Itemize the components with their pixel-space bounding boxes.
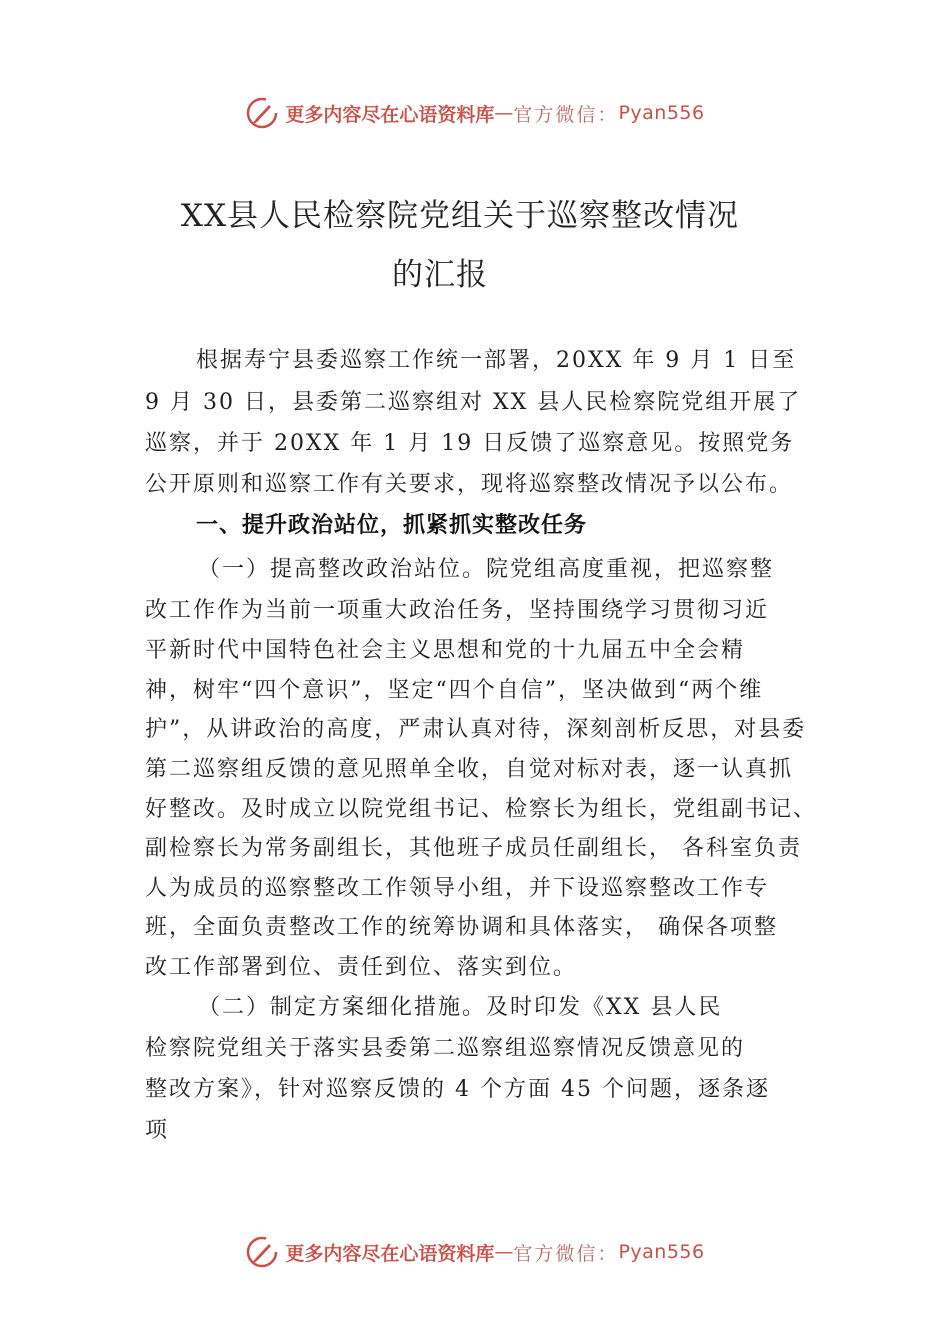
body-line: （二）制定方案细化措施。及时印发《XX 县人民 <box>198 995 723 1020</box>
watermark-dash: — <box>494 1241 514 1263</box>
body-line: 公开原则和巡察工作有关要求，现将巡察整改情况予以公布。 <box>145 472 794 497</box>
body-line: 检察院党组关于落实县委第二巡察组巡察情况反馈意见的 <box>145 1036 746 1061</box>
body-line: 副检察长为常务副组长，其他班子成员任副组长， 各科室负责 <box>145 836 802 861</box>
document-title-line-1: XX县人民检察院党组关于巡察整改情况 <box>180 198 740 234</box>
watermark-handle: Pyan556 <box>618 1241 705 1263</box>
body-line: 改工作部署到位、责任到位、落实到位。 <box>145 955 578 980</box>
body-line: 巡察，并于 20XX 年 1 月 19 日反馈了巡察意见。按照党务 <box>145 431 795 456</box>
body-line: 好整改。及时成立以院党组书记、检察长为组长，党组副书记、 <box>145 797 818 822</box>
body-line: 护”，从讲政治的高度，严肃认真对待，深刻剖析反思，对县委 <box>145 717 807 742</box>
body-line: 班，全面负责整改工作的统筹协调和具体落实， 确保各项整 <box>145 915 778 940</box>
body-line: 神，树牢“四个意识”，坚定“四个自信”，坚决做到“两个维 <box>145 678 764 703</box>
body-line: 第二巡察组反馈的意见照单全收，自觉对标对表，逐一认真抓 <box>145 757 794 782</box>
watermark-header <box>0 93 950 133</box>
body-line: 平新时代中国特色社会主义思想和党的十九届五中全会精 <box>145 638 746 663</box>
section-heading: 一、提升政治站位，抓紧抓实整改任务 <box>196 513 588 538</box>
document-title-line-2: 的汇报 <box>392 257 488 293</box>
brush-logo-icon <box>245 96 279 130</box>
watermark-main-text: 更多内容尽在心语资料库 <box>285 1242 495 1265</box>
brush-logo-icon <box>245 1235 279 1269</box>
watermark-main-text: 更多内容尽在心语资料库 <box>285 103 495 126</box>
watermark-footer <box>0 1232 950 1272</box>
body-line: 项 <box>145 1118 170 1143</box>
body-line: 人为成员的巡察整改工作领导小组，并下设巡察整改工作专 <box>145 876 770 901</box>
body-line: （一）提高整改政治站位。院党组高度重视，把巡察整 <box>198 557 775 582</box>
body-line: 改工作作为当前一项重大政治任务，坚持围绕学习贯彻习近 <box>145 598 770 623</box>
body-line: 9 月 30 日，县委第二巡察组对 XX 县人民检察院党组开展了 <box>145 390 802 415</box>
watermark-dash: — <box>494 102 514 124</box>
watermark-handle: Pyan556 <box>618 102 705 124</box>
watermark-label: 官方微信： <box>513 1242 619 1265</box>
watermark-label: 官方微信： <box>513 103 619 126</box>
body-line: 根据寿宁县委巡察工作统一部署，20XX 年 9 月 1 日至 <box>196 348 797 373</box>
body-line: 整改方案》，针对巡察反馈的 4 个方面 45 个问题，逐条逐 <box>145 1077 770 1102</box>
